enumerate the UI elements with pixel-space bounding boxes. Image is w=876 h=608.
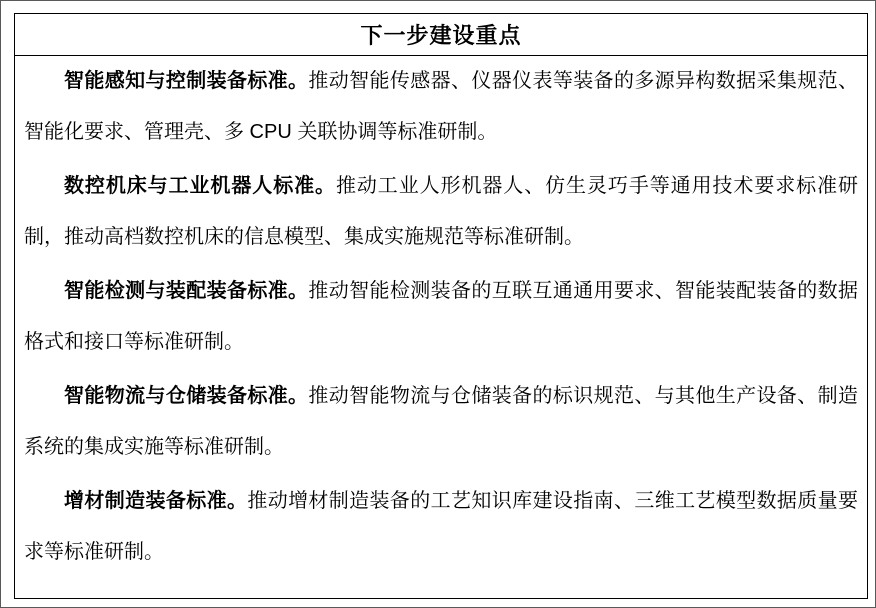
paragraph xyxy=(24,371,858,473)
paragraph xyxy=(24,56,858,158)
paragraph-lead: 智能检测与装配装备标准。 xyxy=(64,280,309,302)
paragraph-text: 推动工业人形机器人、仿生灵巧手等通用技术要求标准研制，推动高档数控机床的信息模型、集成实施规范等标准研制。 xyxy=(24,175,859,248)
paragraph xyxy=(24,161,858,263)
paragraph-lead: 智能感知与控制装备标准。 xyxy=(64,70,309,92)
document-panel xyxy=(14,13,868,599)
paragraph-lead: 增材制造装备标准。 xyxy=(64,490,248,512)
paragraph-text: 推动增材制造装备的工艺知识库建设指南、三维工艺模型数据质量要求等标准研制。 xyxy=(24,490,859,563)
document-title: 下一步建设重点 xyxy=(15,14,867,56)
paragraph-text: 推动智能传感器、仪器仪表等装备的多源异构数据采集规范、智能化要求、管理壳、多 CPU 关联协调等标准研制。 xyxy=(24,70,859,143)
paragraph xyxy=(24,476,858,578)
document-body xyxy=(15,56,867,584)
paragraph xyxy=(24,266,858,368)
paragraph-lead: 数控机床与工业机器人标准。 xyxy=(64,175,336,197)
paragraph-lead: 智能物流与仓储装备标准。 xyxy=(64,385,309,407)
paragraph-text: 推动智能物流与仓储装备的标识规范、与其他生产设备、制造系统的集成实施等标准研制。 xyxy=(24,385,859,458)
paragraph-text: 推动智能检测装备的互联互通通用要求、智能装配装备的数据格式和接口等标准研制。 xyxy=(24,280,859,353)
